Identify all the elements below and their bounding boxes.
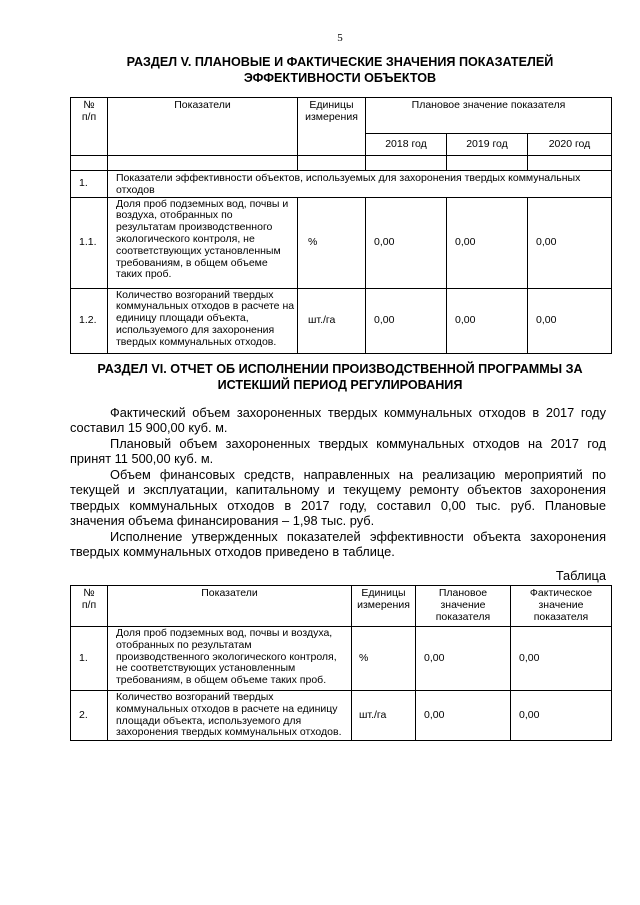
row-number: 1.1. xyxy=(71,197,108,288)
paragraph-line: Фактический объем захороненных твердых коммунальных отходов в 2017 году xyxy=(110,405,606,420)
planned-indicators-table xyxy=(70,97,612,354)
indicator-text: Доля проб подземных вод, почвы и воздуха, отобранных по результатам производственного экологического контроля, не соответствующих установленным требованиям, в общем объеме таких проб. xyxy=(108,197,298,288)
value-2019: 0,00 xyxy=(447,288,528,353)
section5-title-line: ЭФФЕКТИВНОСТИ ОБЪЕКТОВ xyxy=(243,70,437,85)
table-group-row xyxy=(71,171,612,198)
paragraph xyxy=(70,529,606,560)
row-number: 1.2. xyxy=(71,288,108,353)
paragraph-line: значения объема финансирования – 1,98 тыс. руб. xyxy=(70,513,375,529)
row-number: 2. xyxy=(71,691,108,741)
execution-table xyxy=(70,585,612,741)
section6-title xyxy=(70,362,610,393)
paragraph xyxy=(70,467,606,529)
header-planned-value: Плановое значение показателя xyxy=(366,98,612,134)
indicator-text: Количество возгораний твердых коммунальных отходов в расчете на единицу площади объекта, используемого для захоронения твердых коммунальных отходов. xyxy=(108,691,352,741)
indicator-text: Количество возгораний твердых коммунальных отходов в расчете на единицу площади объекта, используемого для захоронения твердых коммунальных отходов. xyxy=(108,288,298,353)
row-number: 1. xyxy=(71,171,108,198)
paragraph xyxy=(70,405,606,436)
actual-value: 0,00 xyxy=(511,627,612,691)
table-header-row xyxy=(71,586,612,627)
header-number: № п/п xyxy=(71,98,108,156)
table-caption: Таблица xyxy=(555,568,606,583)
paragraph-line: принят 11 500,00 куб. м. xyxy=(70,451,214,467)
group-title: Показатели эффективности объектов, используемых для захоронения твердых коммунальных отходов xyxy=(108,171,612,198)
actual-value: 0,00 xyxy=(511,691,612,741)
indicator-text: Доля проб подземных вод, почвы и воздуха, отобранных по результатам производственного экологического контроля, не соответствующих установленным требованиям, в общем объеме таких проб. xyxy=(108,627,352,691)
header-indicator: Показатели xyxy=(108,98,298,156)
report-body xyxy=(70,405,606,560)
unit-cell: шт./га xyxy=(352,691,416,741)
table-header-row xyxy=(71,98,612,134)
header-number: № п/п xyxy=(71,586,108,627)
planned-value: 0,00 xyxy=(416,627,511,691)
header-year-2018: 2018 год xyxy=(366,134,447,156)
paragraph-line: Объем финансовых средств, направленных на реализацию мероприятий по xyxy=(110,466,606,482)
unit-cell: шт./га xyxy=(298,288,366,353)
value-2020: 0,00 xyxy=(528,197,612,288)
value-2020: 0,00 xyxy=(528,288,612,353)
section6-title-line: РАЗДЕЛ VI. ОТЧЕТ ОБ ИСПОЛНЕНИИ ПРОИЗВОДСТВЕННОЙ ПРОГРАММЫ ЗА xyxy=(97,362,583,376)
planned-value: 0,00 xyxy=(416,691,511,741)
header-unit: Единицы измерения xyxy=(298,98,366,156)
paragraph xyxy=(70,436,606,467)
section6-title-line: ИСТЕКШИЙ ПЕРИОД РЕГУЛИРОВАНИЯ xyxy=(217,377,463,392)
value-2018: 0,00 xyxy=(366,288,447,353)
table-row xyxy=(71,288,612,353)
unit-cell: % xyxy=(352,627,416,691)
header-year-2020: 2020 год xyxy=(528,134,612,156)
header-year-2019: 2019 год xyxy=(447,134,528,156)
header-actual-value: Фактическое значение показателя xyxy=(511,586,612,627)
paragraph-line: текущей и эксплуатации, капитальному и текущему ремонту объектов захоронения xyxy=(70,482,606,498)
section5-title-line: РАЗДЕЛ V. ПЛАНОВЫЕ И ФАКТИЧЕСКИЕ ЗНАЧЕНИЯ ПОКАЗАТЕЛЕЙ xyxy=(126,55,554,69)
table-spacer-row xyxy=(71,156,612,171)
paragraph-line: Исполнение утвержденных показателей эффективности объекта захоронения xyxy=(110,528,606,544)
value-2018: 0,00 xyxy=(366,197,447,288)
table-row xyxy=(71,197,612,288)
table-row xyxy=(71,691,612,741)
header-planned-value: Плановое значение показателя xyxy=(416,586,511,627)
unit-cell: % xyxy=(298,197,366,288)
page-number: 5 xyxy=(337,32,343,44)
paragraph-line: твердых коммунальных отходов в 2017 году, составил 0,00 тыс. руб. Плановые xyxy=(70,497,606,513)
table-row xyxy=(71,627,612,691)
value-2019: 0,00 xyxy=(447,197,528,288)
header-unit: Единицы измерения xyxy=(352,586,416,627)
section5-title xyxy=(70,55,610,86)
row-number: 1. xyxy=(71,627,108,691)
paragraph-line: Плановый объем захороненных твердых коммунальных отходов на 2017 год xyxy=(110,435,606,451)
paragraph-line: твердых коммунальных отходов приведено в таблице. xyxy=(70,544,395,560)
header-indicator: Показатели xyxy=(108,586,352,627)
paragraph-line: составил 15 900,00 куб. м. xyxy=(70,420,228,436)
